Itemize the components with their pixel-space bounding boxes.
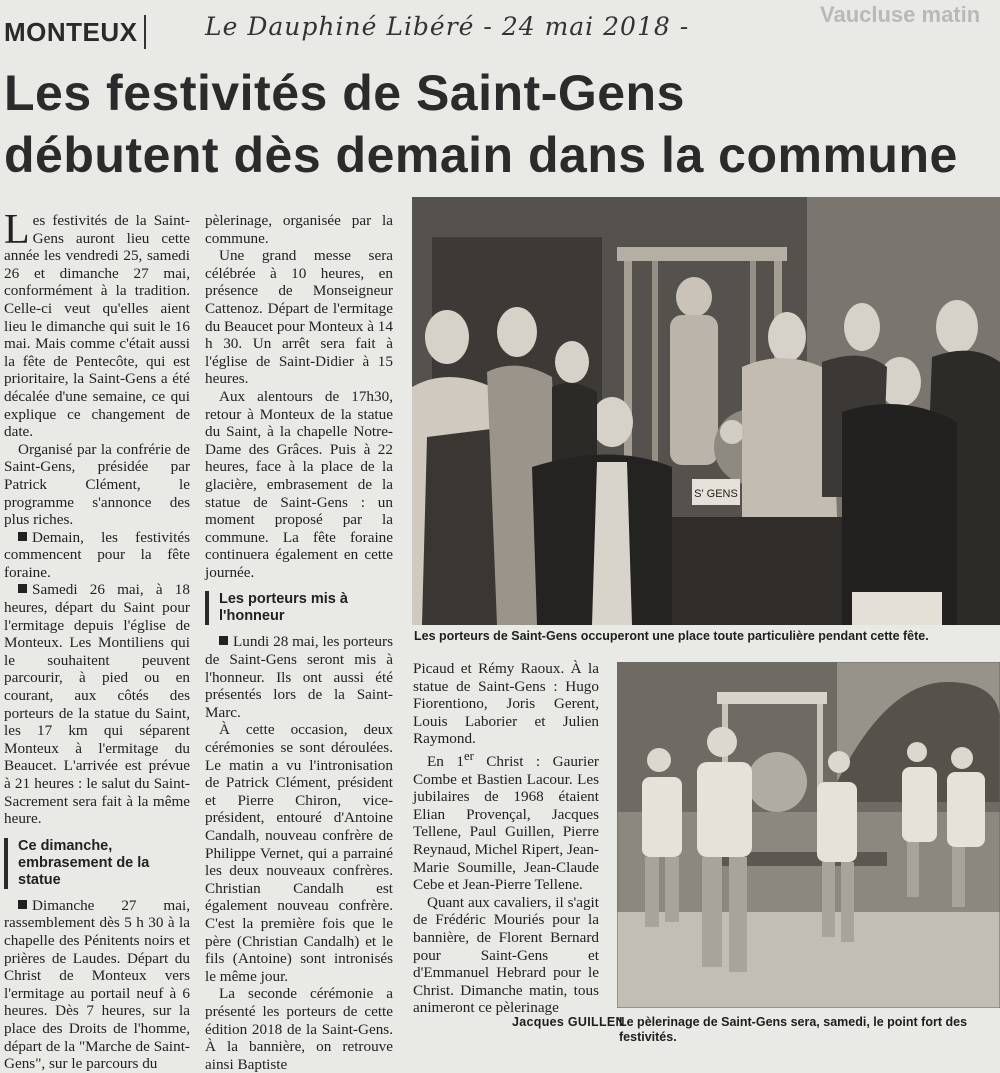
paragraph (4, 529, 190, 582)
paragraph: Aux alentours de 17h30, retour à Monteux de la statue du Saint, à la chapelle Notre-Dame des Grâces. Puis à 22 heures, face à la place de la glacière, embrasement de la statue de Saint-Gens : un moment proposé par la commune. La fête foraine continuera également en cette journée. (205, 387, 393, 581)
article-column-3 (413, 660, 599, 1017)
paragraph: Picaud et Rémy Raoux. À la statue de Saint-Gens : Hugo Fiorentiono, Joris Gerent, Louis Laborier et Julien Raymond. (413, 660, 599, 748)
headline-line-1: Les festivités de Saint-Gens (4, 65, 685, 121)
handwritten-source-note: Le Dauphiné Libéré - 24 mai 2018 - (205, 12, 690, 41)
author-signature: Jacques GUILLEN (512, 1015, 625, 1029)
bullet-square-icon (18, 532, 27, 541)
headline-line-2: débutent dès demain dans la commune (4, 127, 958, 183)
photo-porters-illustration (412, 197, 1000, 625)
statue-plaque: S' GENS (694, 488, 738, 500)
paragraph (4, 207, 190, 441)
subheading: Ce dimanche, embrasement de la statue (4, 838, 190, 889)
photo-caption: Les porteurs de Saint-Gens occuperont une place toute particulière pendant cette fête. (414, 629, 929, 643)
rubric-divider (144, 15, 146, 49)
bullet-square-icon (18, 900, 27, 909)
paragraph: Quant aux cavaliers, il s'agit de Frédéric Mouriés pour la bannière, de Florent Bernard pour Saint-Gens et d'Emmanuel Hebrard pour le Christ. Dimanche matin, tous animeront ce pèlerinage (413, 893, 599, 1017)
paragraph: Organisé par la confrérie de Saint-Gens, présidée par Patrick Clément, le programme s'annonce des plus riches. (4, 440, 190, 529)
paragraph-text: Christ : Gaurier Combe et Bastien Lacour. Les jubilaires de 1968 étaient Elian Provençal, Jacques Tellene, Paul Guillen, Pierre Reynaud, Michel Ripert, Jean-Marie Soumille, Jean-Claude Cebe et Jean-Pierre Tellene. (413, 753, 599, 894)
article-headline (4, 62, 994, 186)
drop-cap: L (4, 207, 30, 253)
paragraph-text: Lundi 28 mai, les porteurs de Saint-Gens seront mis à l'honneur. Ils ont aussi été présentés lors de la Saint-Marc. (205, 633, 393, 721)
paragraph: Une grand messe sera célébrée à 10 heures, en présence de Monseigneur Cattenoz. Départ de l'ermitage du Beaucet pour Monteux à 14 h 30. Un arrêt sera fait à l'église de Saint-Didier à 15 heures. (205, 247, 393, 388)
paragraph (4, 581, 190, 827)
paragraph: À cette occasion, deux cérémonies se sont déroulées. Le matin a vu l'intronisation de Patrick Clément, président et Pierre Chiron, vice-président, entouré d'Antoine Candalh, nouveau confrère de Philippe Vernet, qui a parrainé les deux nouveaux confrères. Christian Candalh est également nouveau confrère. C'est la première fois que le père (Christian Candalh) et le fils (Antoine) sont intronisés le même jour. (205, 721, 393, 985)
bullet-square-icon (18, 584, 27, 593)
paragraph-text: Samedi 26 mai, à 18 heures, départ du Saint pour l'ermitage depuis l'église de Monteux. Les Montiliens qui le souhaitent peuvent parcourir, à pied ou en courant, aux côtés des porteurs de la statue du Saint, les 17 km qui séparent Monteux à l'ermitage du Beaucet. L'arrivée est prévue à 21 heures : le salut du Saint-Sacrement sera fait à la même heure. (4, 581, 190, 828)
photo-caption: Le pèlerinage de Saint-Gens sera, samedi, le point fort des festivités. (619, 1015, 968, 1044)
paragraph: La seconde cérémonie a présenté les porteurs de cette édition 2018 de la Saint-Gens. À la bannière, on retrouve ainsi Baptiste (205, 985, 393, 1073)
bullet-square-icon (219, 636, 228, 645)
paragraph-text: es festivités de la Saint-Gens auront lieu cette année les vendredi 25, samedi 26 et dimanche 27 mai, conformément à la tradition. Celle-ci veut qu'elles aient lieu le dimanche qui suit le 16 mai. Mais comme c'était aussi la fête de Pentecôte, qui est prioritaire, la Saint-Gens a été décalée d'une semaine, ce qui explique ce changement de date. (4, 212, 190, 441)
article-column-2 (205, 212, 393, 1073)
paragraph (413, 748, 599, 894)
faded-corner-text: Vaucluse matin (820, 2, 981, 27)
paragraph (4, 897, 190, 1073)
section-rubric: MONTEUX (4, 17, 138, 47)
paragraph-text: Demain, les festivités commencent pour la fête foraine. (4, 528, 190, 581)
photo-pilgrimage-procession (617, 662, 1000, 1008)
paragraph-text: Dimanche 27 mai, rassemblement dès 5 h 30 à la chapelle des Pénitents noirs et prières de Laudes. Départ du Christ de Monteux vers l'ermitage au portail neuf à 6 heures. Dès 7 heures, sur la place des Droits de l'homme, départ de la "Marche de Saint-Gens", sur le parcours du (4, 896, 190, 1073)
paragraph: pèlerinage, organisée par la commune. (205, 212, 393, 247)
paragraph-text: En 1 (427, 753, 464, 771)
paragraph (205, 633, 393, 721)
article-column-1 (4, 207, 190, 1073)
photo-procession-illustration (617, 662, 1000, 1008)
subheading: Les porteurs mis à l'honneur (205, 591, 393, 625)
photo-porters-with-statue (412, 197, 1000, 625)
superscript: er (463, 748, 474, 763)
